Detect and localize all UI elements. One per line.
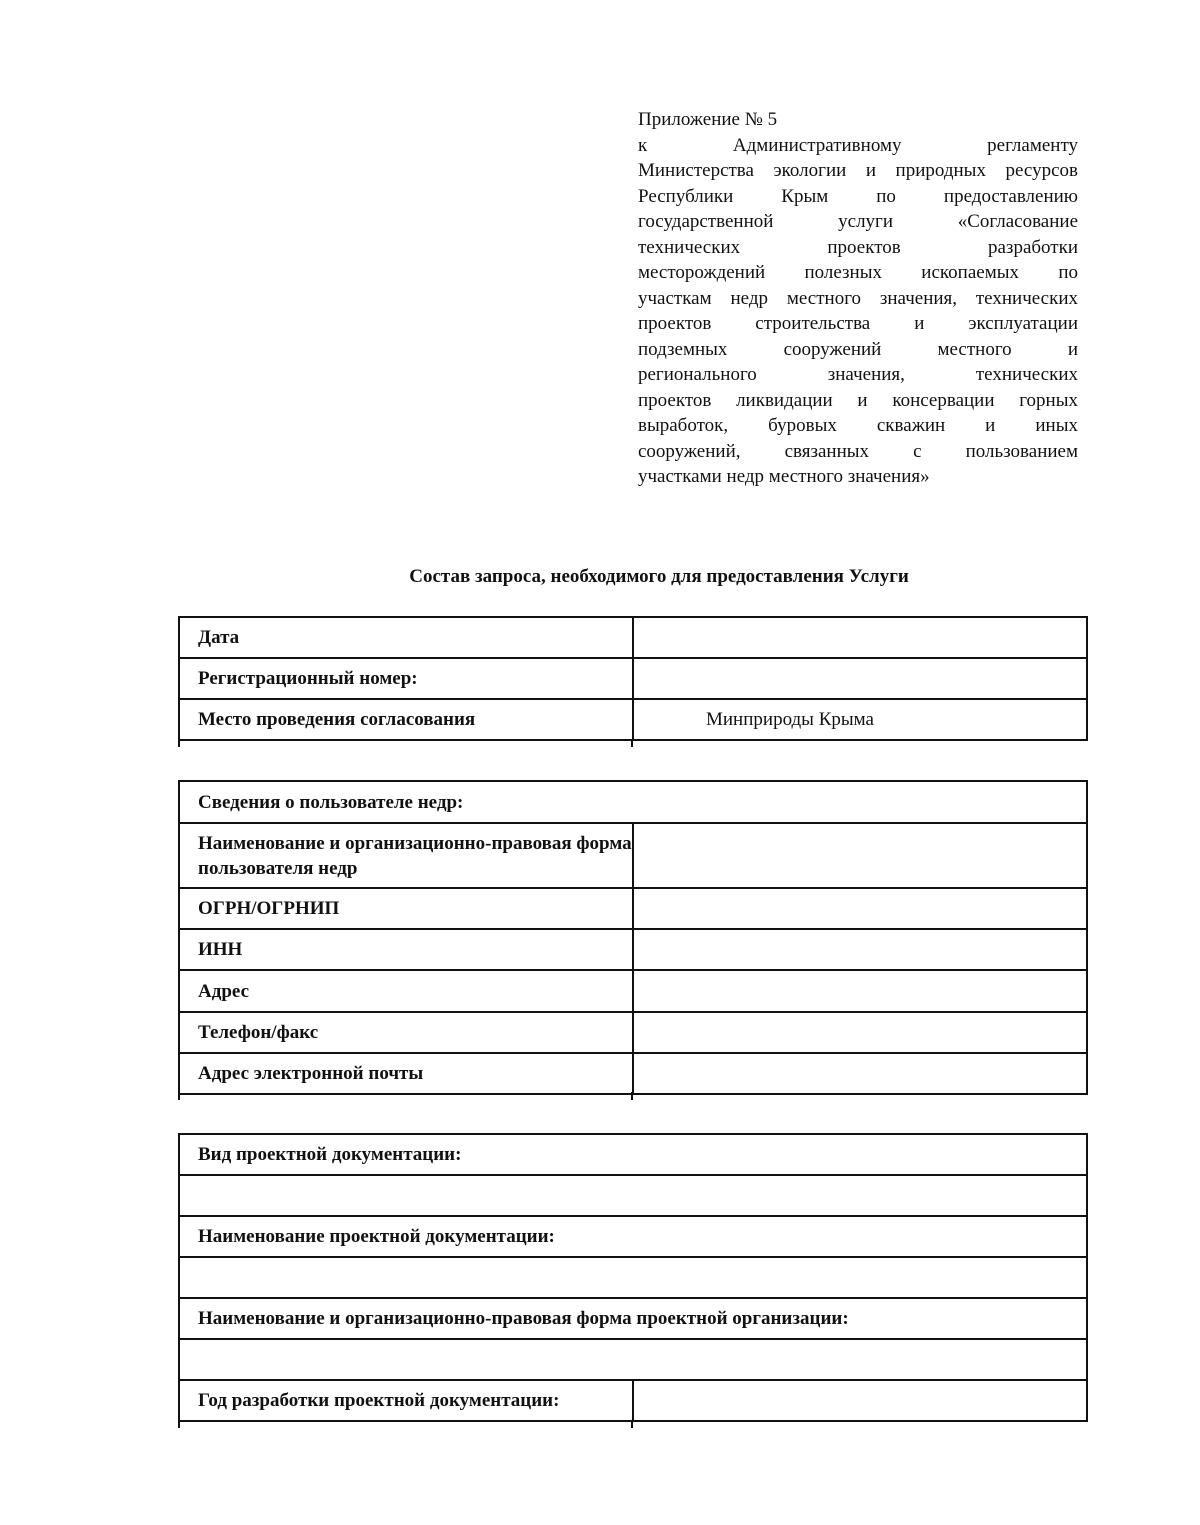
appendix-line: участками недр местного значения» xyxy=(638,466,930,487)
subsoil-user-table xyxy=(178,780,1088,1095)
phone-fax-label: Телефон/факс xyxy=(179,1012,633,1053)
table-row xyxy=(179,823,1087,888)
table-row xyxy=(179,1175,1087,1216)
doc-name-label: Наименование проектной документации: xyxy=(179,1216,1087,1257)
address-field[interactable] xyxy=(633,970,1087,1012)
appendix-line: технических проектов разработки xyxy=(638,236,1078,258)
appendix-line: участкам недр местного значения, технических xyxy=(638,287,1078,309)
table-border-stub xyxy=(631,1420,633,1428)
table-row xyxy=(179,1257,1087,1298)
email-field[interactable] xyxy=(633,1053,1087,1094)
table-row xyxy=(179,888,1087,929)
table-row xyxy=(179,699,1087,740)
place-label: Место проведения согласования xyxy=(179,699,633,740)
date-label: Дата xyxy=(179,617,633,658)
appendix-header xyxy=(638,107,1078,490)
table-row xyxy=(179,1216,1087,1257)
table-row xyxy=(179,970,1087,1012)
subsoil-user-header: Сведения о пользователе недр: xyxy=(179,781,1087,823)
org-name-label: Наименование и организационно-правовая форма пользователя недр xyxy=(179,823,633,888)
table-border-stub xyxy=(631,1092,633,1100)
email-label: Адрес электронной почты xyxy=(179,1053,633,1094)
table-row xyxy=(179,1298,1087,1339)
appendix-line: к Административному регламенту xyxy=(638,134,1078,156)
place-field[interactable]: Минприроды Крыма xyxy=(633,699,1087,740)
inn-field[interactable] xyxy=(633,929,1087,970)
project-doc-table xyxy=(178,1133,1088,1422)
table-row xyxy=(179,1134,1087,1175)
ogrn-field[interactable] xyxy=(633,888,1087,929)
table-border-stub xyxy=(178,1092,180,1100)
appendix-line: Приложение № 5 xyxy=(638,109,778,130)
appendix-line: регионального значения, технических xyxy=(638,364,1078,385)
inn-label: ИНН xyxy=(179,929,633,970)
appendix-line: Республики Крым по предоставлению xyxy=(638,185,1078,207)
table-row xyxy=(179,617,1087,658)
table-row xyxy=(179,1380,1087,1421)
appendix-line: Министерства экологии и природных ресурсов xyxy=(638,160,1078,181)
table-border-stub xyxy=(631,739,633,747)
appendix-line: выработок, буровых скважин и иных xyxy=(638,415,1078,436)
project-org-label: Наименование и организационно-правовая форма проектной организации: xyxy=(179,1298,1087,1339)
doc-type-field[interactable] xyxy=(179,1175,1087,1216)
project-org-field[interactable] xyxy=(179,1339,1087,1380)
table-row xyxy=(179,781,1087,823)
ogrn-label: ОГРН/ОГРНИП xyxy=(179,888,633,929)
phone-fax-field[interactable] xyxy=(633,1012,1087,1053)
reg-number-field[interactable] xyxy=(633,658,1087,699)
request-info-table xyxy=(178,616,1088,741)
doc-name-field[interactable] xyxy=(179,1257,1087,1298)
reg-number-label: Регистрационный номер: xyxy=(179,658,633,699)
appendix-line: государственной услуги «Согласование xyxy=(638,211,1078,232)
table-border-stub xyxy=(178,1420,180,1428)
appendix-line: проектов ликвидации и консервации горных xyxy=(638,389,1078,411)
address-label: Адрес xyxy=(179,970,633,1012)
appendix-line: месторождений полезных ископаемых по xyxy=(638,262,1078,283)
appendix-line: проектов строительства и эксплуатации xyxy=(638,313,1078,334)
table-row xyxy=(179,1339,1087,1380)
date-field[interactable] xyxy=(633,617,1087,658)
doc-type-label: Вид проектной документации: xyxy=(179,1134,1087,1175)
table-row xyxy=(179,658,1087,699)
appendix-line: сооружений, связанных с пользованием xyxy=(638,440,1078,462)
table-row xyxy=(179,1012,1087,1053)
org-name-field[interactable] xyxy=(633,823,1087,888)
appendix-line: подземных сооружений местного и xyxy=(638,338,1078,360)
table-border-stub xyxy=(178,739,180,747)
table-row xyxy=(179,929,1087,970)
dev-year-label: Год разработки проектной документации: xyxy=(179,1380,633,1421)
document-title: Состав запроса, необходимого для предоставления Услуги xyxy=(409,566,909,587)
dev-year-field[interactable] xyxy=(633,1380,1087,1421)
table-row xyxy=(179,1053,1087,1094)
